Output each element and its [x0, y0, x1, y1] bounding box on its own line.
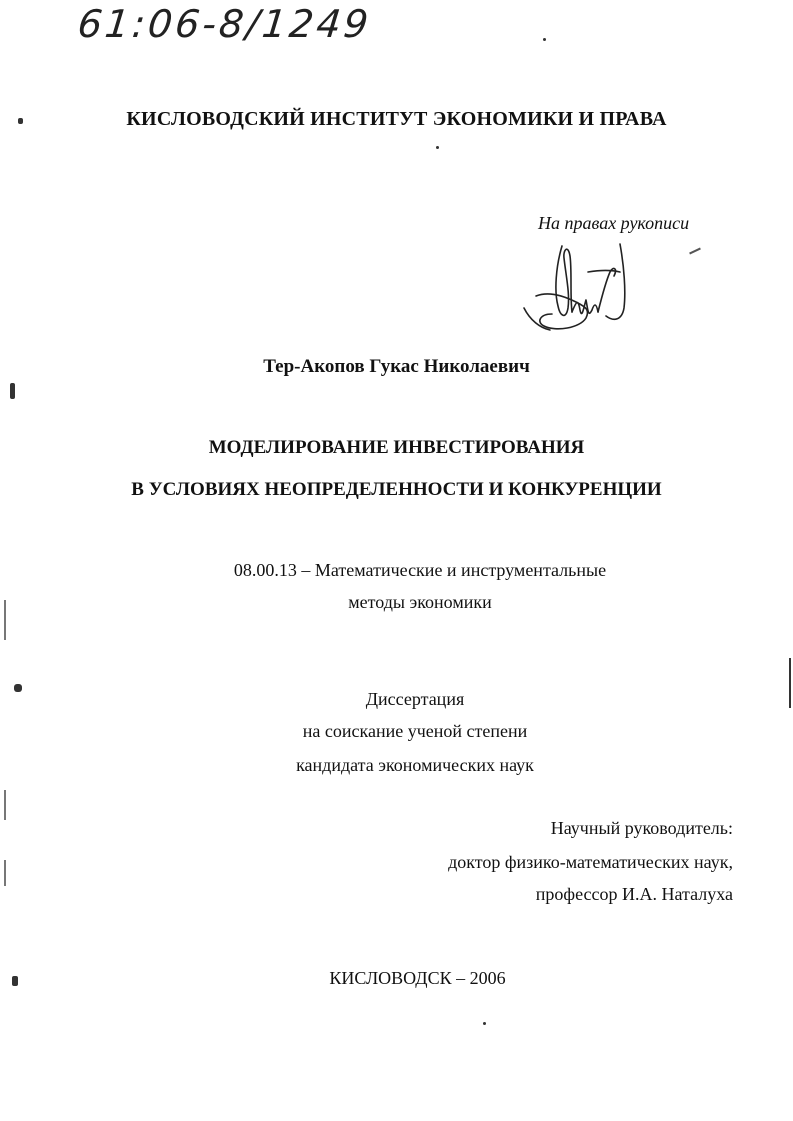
- institute-name: КИСЛОВОДСКИЙ ИНСТИТУТ ЭКОНОМИКИ И ПРАВА: [126, 108, 667, 130]
- scan-speck: [789, 658, 791, 708]
- supervisor-name: профессор И.А. Наталуха: [535, 884, 733, 904]
- scan-speck: [689, 248, 701, 255]
- supervisor-label: Научный руководитель:: [550, 818, 733, 838]
- scan-speck: [483, 1022, 486, 1025]
- supervisor-degree: доктор физико-математических наук,: [448, 852, 733, 872]
- degree-line-1: Диссертация: [365, 689, 465, 709]
- scan-speck: [4, 790, 6, 820]
- dissertation-title-line-2: В УСЛОВИЯХ НЕОПРЕДЕЛЕННОСТИ И КОНКУРЕНЦИИ: [131, 479, 662, 500]
- city-year: КИСЛОВОДСК – 2006: [329, 968, 506, 988]
- scan-speck: [10, 383, 15, 399]
- signature-icon: [516, 236, 656, 341]
- specialty-line-1: 08.00.13 – Математические и инструментальные: [233, 560, 607, 580]
- archive-number: 61:06-8/1249: [75, 2, 374, 46]
- specialty-line-2: методы экономики: [348, 592, 492, 612]
- scan-speck: [543, 38, 546, 41]
- scan-speck: [4, 600, 6, 640]
- dissertation-title-line-1: МОДЕЛИРОВАНИЕ ИНВЕСТИРОВАНИЯ: [208, 437, 585, 458]
- manuscript-note: На правах рукописи: [538, 213, 690, 233]
- author-name: Тер-Акопов Гукас Николаевич: [263, 356, 530, 377]
- scan-speck: [14, 684, 22, 692]
- degree-line-2: на соискание ученой степени: [302, 721, 528, 741]
- scan-speck: [436, 146, 439, 149]
- scan-speck: [12, 976, 18, 986]
- scan-speck: [18, 118, 23, 124]
- scan-speck: [4, 860, 6, 886]
- degree-line-3: кандидата экономических наук: [296, 755, 534, 775]
